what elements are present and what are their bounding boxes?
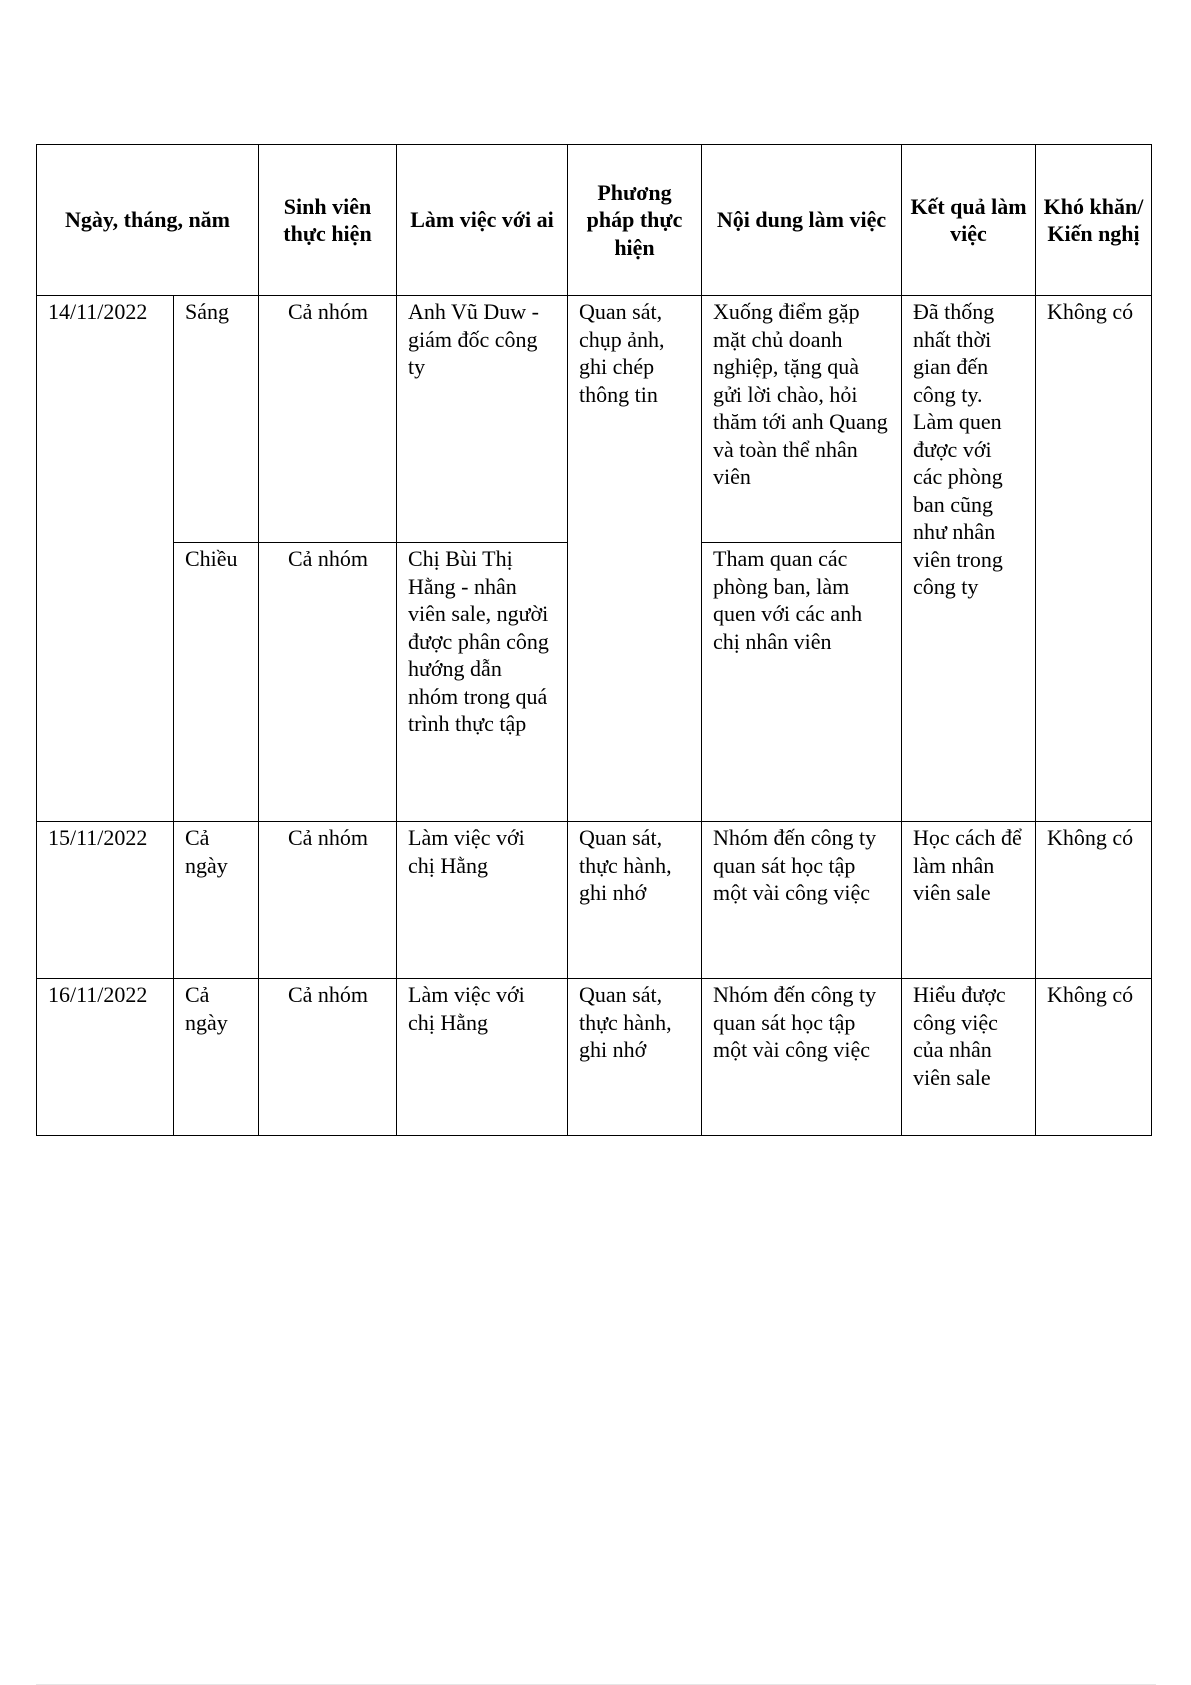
cell-issues: Không có — [1036, 822, 1152, 979]
cell-session: Cả ngày — [174, 979, 259, 1136]
cell-session: Cả ngày — [174, 822, 259, 979]
table-row — [37, 979, 1152, 1136]
cell-with-whom: Chị Bùi Thị Hằng - nhân viên sale, người được phân công hướng dẫn nhóm trong quá trình thực tập — [397, 543, 568, 822]
cell-result: Đã thống nhất thời gian đến công ty. Làm quen được với các phòng ban cũng như nhân viên trong công ty — [902, 296, 1036, 822]
cell-method: Quan sát, chụp ảnh, ghi chép thông tin — [568, 296, 702, 822]
cell-date: 16/11/2022 — [37, 979, 174, 1136]
cell-content: Xuống điểm gặp mặt chủ doanh nghiệp, tặng quà gửi lời chào, hỏi thăm tới anh Quang và toàn thể nhân viên — [702, 296, 902, 543]
table-row — [37, 822, 1152, 979]
cell-result: Hiểu được công việc của nhân viên sale — [902, 979, 1036, 1136]
header-issues: Khó khăn/ Kiến nghị — [1036, 145, 1152, 296]
cell-content: Nhóm đến công ty quan sát học tập một vài công việc — [702, 979, 902, 1136]
cell-date: 15/11/2022 — [37, 822, 174, 979]
cell-method: Quan sát, thực hành, ghi nhớ — [568, 979, 702, 1136]
header-student: Sinh viên thực hiện — [259, 145, 397, 296]
cell-student: Cả nhóm — [259, 979, 397, 1136]
cell-student: Cả nhóm — [259, 822, 397, 979]
cell-with-whom: Làm việc với chị Hằng — [397, 979, 568, 1136]
internship-log-table — [36, 144, 1152, 1136]
header-result: Kết quả làm việc — [902, 145, 1036, 296]
cell-session: Sáng — [174, 296, 259, 543]
header-method: Phương pháp thực hiện — [568, 145, 702, 296]
header-content: Nội dung làm việc — [702, 145, 902, 296]
cell-student: Cả nhóm — [259, 296, 397, 543]
cell-session: Chiều — [174, 543, 259, 822]
cell-with-whom: Làm việc với chị Hằng — [397, 822, 568, 979]
header-with-whom: Làm việc với ai — [397, 145, 568, 296]
cell-with-whom: Anh Vũ Duw - giám đốc công ty — [397, 296, 568, 543]
table-row — [37, 296, 1152, 543]
cell-result: Học cách để làm nhân viên sale — [902, 822, 1036, 979]
cell-student: Cả nhóm — [259, 543, 397, 822]
cell-content: Nhóm đến công ty quan sát học tập một vài công việc — [702, 822, 902, 979]
cell-method: Quan sát, thực hành, ghi nhớ — [568, 822, 702, 979]
cell-issues: Không có — [1036, 979, 1152, 1136]
header-row — [37, 145, 1152, 296]
header-date: Ngày, tháng, năm — [37, 145, 259, 296]
cell-date: 14/11/2022 — [37, 296, 174, 822]
cell-issues: Không có — [1036, 296, 1152, 822]
cell-content: Tham quan các phòng ban, làm quen với các anh chị nhân viên — [702, 543, 902, 822]
